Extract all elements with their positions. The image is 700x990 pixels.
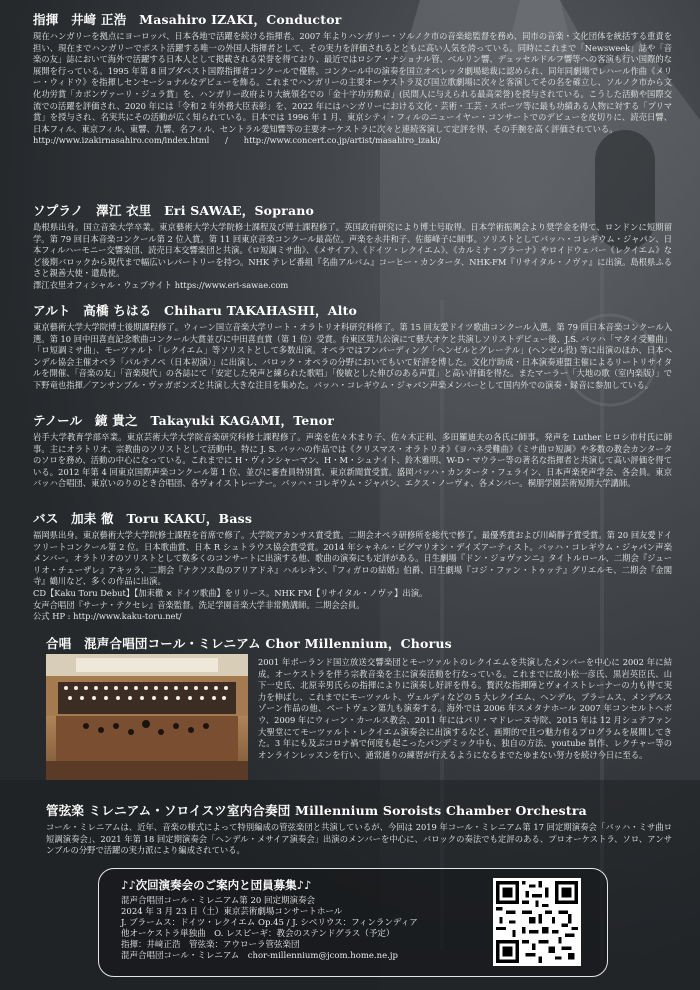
notice-title: ♪♪次回演奏会のご案内と団員募集♪♪ (121, 878, 312, 892)
soprano-bio: 島根県出身。国立音楽大学卒業。東京藝術大学大学院修士課程及び博士課程修了。英国政府研究により博士号取得。日本学術振興会より奨学金を得て、ロンドンに短期留学。第 79 回日本音楽コンクール第 2 位入賞。第 11 回東京音楽コンクール最高位。声楽を永井和子、佐藤峰子に師事。ソリストとしてバッハ・コレギウム・ジャパン、日本フィルハーモニー交響楽団、読売日本交響楽団と共演。《ロ短調ミサ曲》、《メサイア》、《ドイツ・レクイエム》、《カルミナ・ブラーナ》やロイドウェバー《レクイエム》など後期バロックから現代まで幅広いレパートリーを持つ。NHK テレビ番組『名曲アルバム』コーヒー・カンタータ、NHK-FM『リサイタル・ノヴァ』に出演。島根県ふるさと親善大使・遣島使。 (33, 222, 672, 279)
qr-code[interactable] (493, 878, 581, 966)
url-separator: / (225, 135, 228, 146)
conductor-urls (33, 135, 672, 147)
bass-website[interactable]: 公式 HP : http://www.kaku-toru.net/ (33, 611, 182, 622)
notice-line: 混声合唱団コール・ミレニアム第 20 回定期演奏会 (121, 896, 315, 906)
next-concert-notice (98, 868, 608, 977)
tenor-bio: 岩手大学教育学部卒業。東京芸術大学大学院音楽研究科修士課程修了。声楽を佐々木まり子、佐々木正利、多田羅迪夫の各氏に師事。発声を Luther ヒロシ市村氏に師事。主にオラトリオ、宗教曲のソリストとして活動中。特に J. S. バッハの作品では《クリスマス・オラトリオ》《ヨハネ受難曲》《ミサ曲ロ短調》や多数の教会カンタータのソロを務め、活動の中心になっている。これまでに H・ヴィンシャーマン、H・M・シュナイト、鈴木雅明、W-D・マウラー等の著名な指揮者と共演して高い評価を得ている。2012 年第 4 回東京国際声楽コンクール第 1 位、並びに審査員特別賞、東京新聞賞受賞。盛岡バッハ・カンタータ・フェライン、日本声楽発声学会、各会員。東京バッハ合唱団、東京いのりのとき合唱団、各ヴォイストレーナー。バッハ・コレギウム・ジャパン、エクス・ノーヴォ、各メンバー。桐朋学園芸術短期大学講師。 (33, 432, 672, 489)
bass-heading: バス 加耒 徹 Toru KAKU，Bass (33, 511, 253, 526)
soprano-heading: ソプラノ 澤江 衣里 Eri SAWAE，Soprano (33, 203, 315, 218)
notice-line: J. ブラームス：ドイツ・レクイエム Op.45 / J. シベリウス：フィンランディア (121, 918, 418, 928)
orchestra-heading: 管弦楽 ミレニアム・ソロイスツ室内合奏団 Millennium Soroists Chamber Orchestra (46, 803, 587, 818)
chorus-heading: 合唱 混声合唱団コール・ミレニアム Chor Millennium，Chorus (46, 636, 452, 651)
conductor-url-1[interactable]: http://www.izakirnasahiro.com/index.html (33, 135, 210, 146)
chorus-bio: 2001 年ポーランド国立放送交響楽団とモーツァルトのレクイエムを共演したメンバーを中心に 2002 年に結成。オーケストラを伴う宗教音楽を主に演奏活動を行なっている。これまでに故小松一彦氏、黒岩英臣氏、山下一史氏、北原幸男氏らの指揮によりに演奏し好評を得る。贅沢な指揮陣とヴォイストレーナーの力も得て実力を伸ばし、これまでにモーツァルト、ヴェルディなどの 5 大レクイエム、ヘンデル、ブラームス、メンデルスゾーン作品の他、ベートヴェン第九も演奏する。海外では 2006 年スメタナホール 2007 年コンセルトヘボウ、2009 年にウィーン・カールス教会、2011 年にはパリ・マドレーヌ寺院、2015 年は 12 月シュテファン大聖堂にてモーツァルト・レクイエム演奏会に出演するなど、画期的で且つ魅力有るプログラムを展開してきた。3 年にも及ぶコロナ禍で何度も起こったパンデミック中も、独自の方法、youtube 制作、レクチャー等のオンラインレッスンを行い、通常通りの練習が行えるようになるまでたゆまない努力を続け今日に至る。 (258, 657, 672, 760)
notice-text-block (121, 877, 447, 962)
notice-contact-line[interactable]: 混声合唱団コール・ミレニアム chor-millennium@jcom.home.ne.jp (121, 951, 398, 961)
notice-line: 指揮：井﨑正浩 管弦楽：アウローラ管弦楽団 (121, 940, 300, 950)
alto-heading: アルト 高橋 ちはる Chiharu TAKAHASHI，Alto (33, 303, 358, 318)
soprano-section (33, 201, 672, 292)
conductor-section (33, 10, 672, 147)
chorus-description (258, 657, 672, 761)
bass-extra: 女声合唱団『サーナ・テクセレ』音楽監督。洗足学園音楽大学非常勤講師。二期会会員。 (33, 599, 365, 610)
tenor-section (33, 411, 672, 490)
tenor-heading: テノール 鏡 貴之 Takayuki KAGAMI，Tenor (33, 413, 335, 428)
conductor-url-2[interactable]: http://www.concert.co.jp/artist/masahiro_izaki/ (243, 135, 441, 146)
notice-line: 2024 年 3 月 23 日（土）東京芸術劇場コンサートホール (121, 907, 343, 917)
conductor-heading: 指揮 井﨑 正浩 Masahiro IZAKI，Conductor (33, 12, 342, 27)
notice-line: 他オーケストラ単独曲 O. レスピーギ：教会のステンドグラス（予定） (121, 929, 395, 939)
orchestra-bio: コール・ミレニアムは、近年、音楽の様式によって特別編成の管弦楽団と共演しているが、今回は 2019 年コール・ミレニアム第 17 回定期演奏会「バッハ・ミサ曲ロ短調演奏会」、2021 年第 18 回定期演奏会「ヘンデル・メサイア演奏会」出演のメンバーを中心に、バロックの奏法でも定評のある、プロオーケストラ、ソロ、アンサンブルの分野で活躍の実力派により編成されている。 (46, 822, 672, 856)
soprano-website[interactable]: 澤江衣里オフィシャル・ウェブサイト https://www.eri-sawae.com (33, 279, 289, 290)
alto-bio: 東京藝術大学大学院博士後期課程修了。ウィーン国立音楽大学リート・オラトリオ科研究科修了。第 15 回友愛ドイツ歌曲コンクール入選。第 79 回日本音楽コンクール入選。第 10 回中田喜直記念歌曲コンクール大賞並びに中田喜直賞（第 1 位）受賞。台東区第九公演にて藝大オケと共演しソリストデビュー後、J.S. バッハ「マタイ受難曲」「ロ短調ミサ曲」、モーツァルト「レクイエム」等ソリストとして多数出演。オペラではフンパーディング「ヘンゼルとグレーテル」(ヘンゼル役) 等に出演のほか、日本ヘンデル協会主催オペラ「パルテノペ（日本初演）」に出演し、バロック・オペラの分野においてもいて好評を博した。文化庁助成・日本演奏連盟主催によるリートリサイタルを開催、「音楽の友」「音楽現代」の各誌にて「安定した発声と練られた歌唱」「俊敏とした伸びのある声質」と高い評価を得た。またマーラー「大地の歌（室内楽版）」で下野竜也指揮／アンサンブル・ヴァガボンズと共演し大きな注目を集めた。バッハ・コレギウム・ジャパン声楽メンバーとして国内外での演奏・録音に参加している。 (33, 322, 672, 390)
chorus-concert-photo (46, 654, 248, 780)
chorus-heading-row (46, 634, 672, 655)
orchestra-section (46, 801, 672, 857)
bass-section (33, 509, 672, 623)
alto-section (33, 301, 672, 392)
bass-bio: 福岡県出身。東京藝術大学大学院修士課程を首席で修了。大学院アカンサス賞受賞。二期会オペラ研修所を総代で修了。最優秀賞および川崎靜子賞受賞。第 20 回友愛ドイツリートコンクール第 2 位。日本歌曲賞、日本 R シュトラウス協会賞受賞。2014 年シャネル・ピグマリオン・デイズアーティスト。バッハ・コレギウム・ジャパン声楽メンバー。オラトリオのソリストとして数多くのコンサートに出演する他、歌曲の演奏にも定評がある。日生劇場『ドン・ジョヴァンニ』タイトルロール、二期会『ジューリオ・チェーザレ』アキッラ、二期会『ナクソス島のアリアドネ』ハルレキン、『フィガロの結婚』伯爵、日生劇場『コジ・ファン・トゥッテ』グリエルモ、二期会『金閣寺』鶴川など、多くの作品に出演。 (33, 530, 672, 587)
bass-cd: CD【Kaku Toru Debut】【加耒徹 × ドイツ歌曲】をリリース。NHK FM【リサイタル・ノヴァ】出演。 (33, 587, 428, 598)
conductor-bio: 現在ハンガリーを拠点にヨーロッパ、日本各地で活躍を続ける指揮者。2007 年よりハンガリー・ソルノク市の音楽総監督を務め、同市の音楽・文化団体を統括する重責を担い、現在までハンガリーでポスト活躍する唯一の外国人指揮者として、その実力を評価されるとともに高い人気を誇っている。同時にこれまで「Newsweek」誌や「音楽の友」誌において海外で活躍する日本人として掲載される栄誉を得ており、最近ではロシア・ナショナル管、ベルリン響、デュッセルドルフ響等への客演も行い国際的な展開を行っている。1995 年第 8 回ブダペスト国際指揮者コンクールで優勝。コンクール中の演奏を国立オペレッタ劇場総裁に認められ、同年同劇場でレハール作曲《メリー・ウィドウ》を指揮しセンセーショナルなデビューを飾る。これまでハンガリーの主要オーケストラ及び国立歌劇場に次々と客演してその名を確立し、ソルノク市から文化功労賞「カポンヴァーリ・ジュラ賞」を、ハンガリー政府より大統領名での「金十字功労勲章」(民間人に与えられる最高栄誉)を授与されている。こうした活動や国際交流での活躍を評価され、2020 年には「令和 2 年外務大臣表彰」を、2022 年にはハンガリーにおける文化・芸術・工芸・スポーツ等に最も功績ある人物に対する「プリマ賞」を授与され、名実共にその活動が広く知られている。日本では 1996 年 1 月、東京シティ・フィルのニューイヤー・コンサートでのデビューを皮切りに、読売日響、日本フィル、東京フィル、東響、九響、名フィル、セントラル愛知響等の主要オーケストラに次々と連続客演して定評を得、その手腕を高く評価されている。 (33, 31, 672, 134)
